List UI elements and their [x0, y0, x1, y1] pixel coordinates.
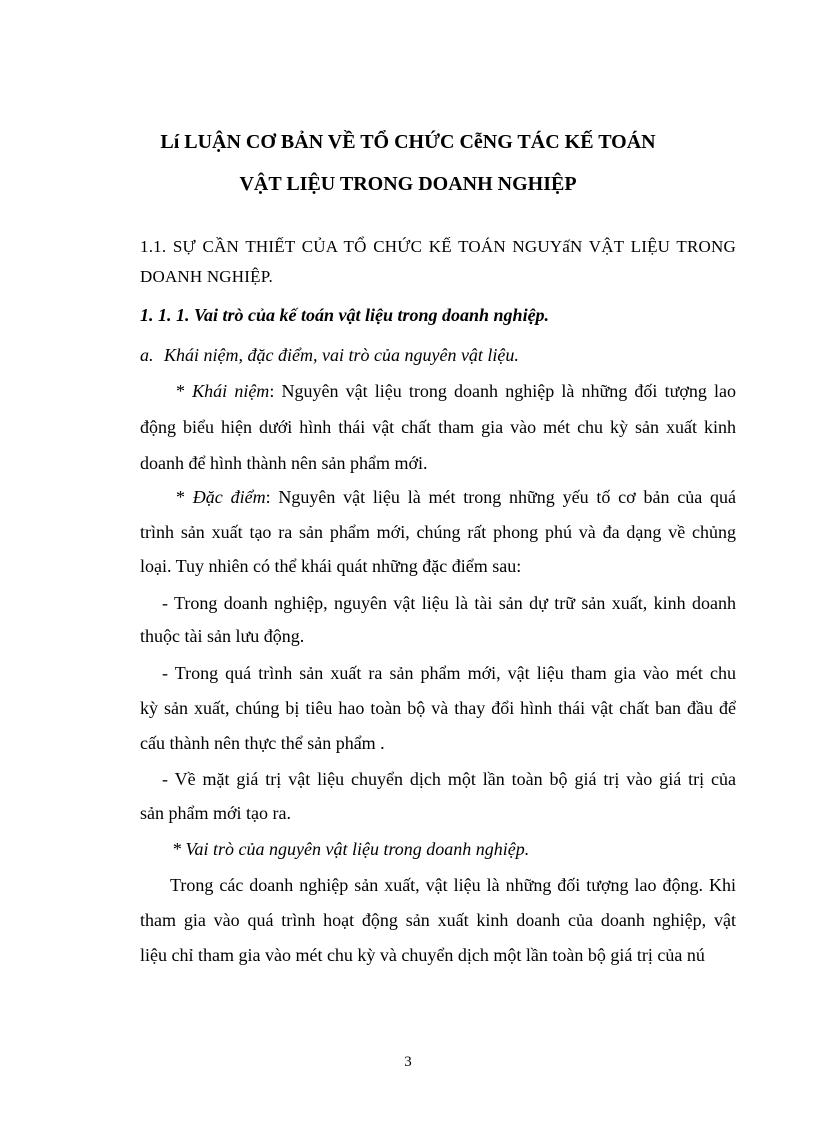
- bullet-3-line-2: sản phẩm mới tạo ra.: [140, 803, 291, 823]
- khai-niem-line-3: doanh để hình thành nên sản phẩm mới.: [140, 453, 428, 473]
- vai-tro-heading: * Vai trò của nguyên vật liệu trong doanh nghiệp.: [172, 839, 530, 859]
- bullet-1-line-2: thuộc tài sản lưu động.: [140, 626, 305, 646]
- dac-diem-line-3: loại. Tuy nhiên có thể khái quát những đặc điểm sau:: [140, 556, 522, 576]
- bullet-2-line-3: cấu thành nên thực thể sản phẩm .: [140, 733, 385, 753]
- subsection-heading: 1. 1. 1. Vai trò của kế toán vật liệu trong doanh nghiệp.: [140, 305, 550, 325]
- khai-niem-line-1: * Khái niệm: Nguyên vật liệu trong doanh nghiệp là những đối tượng lao: [176, 381, 736, 401]
- bullet-3-line-1: - Về mặt giá trị vật liệu chuyển dịch một lần toàn bộ giá trị vào giá trị của: [162, 769, 736, 789]
- item-a-marker: a.: [140, 345, 154, 365]
- title-line-2: VẬT LIỆU TRONG DOANH NGHIỆP: [239, 173, 577, 195]
- section-heading-line-1: 1.1. SỰ CẦN THIẾT CỦA TỔ CHỨC KẾ TOÁN NGUYấN VẬT LIỆU TRONG: [140, 237, 736, 256]
- final-paragraph-line-2: tham gia vào quá trình hoạt động sản xuất kinh doanh của doanh nghiệp, vật: [140, 910, 736, 930]
- bullet-2-line-2: kỳ sản xuất, chúng bị tiêu hao toàn bộ và thay đổi hình thái vật chất ban đầu để: [140, 698, 736, 718]
- page-number: 3: [404, 1054, 412, 1070]
- section-heading-line-2: DOANH NGHIỆP.: [140, 267, 273, 286]
- dac-diem-text: : Nguyên vật liệu là mét trong những yếu tố cơ bản của quá: [265, 487, 737, 507]
- item-a: [140, 344, 519, 366]
- item-a-text: Khái niệm, đặc điểm, vai trò của nguyên vật liệu.: [164, 345, 519, 365]
- dac-diem-line-2: trình sản xuất tạo ra sản phẩm mới, chúng rất phong phú và đa dạng về chủng: [140, 522, 736, 542]
- final-paragraph-line-3: liệu chỉ tham gia vào mét chu kỳ và chuyển dịch một lần toàn bộ giá trị của nú: [140, 945, 705, 965]
- vai-tro-heading-text: Vai trò của nguyên vật liệu trong doanh nghiệp.: [185, 839, 530, 859]
- khai-niem-text: : Nguyên vật liệu trong doanh nghiệp là những đối tượng lao: [269, 381, 736, 401]
- khai-niem-label: Khái niệm: [192, 381, 270, 401]
- bullet-1-line-1: - Trong doanh nghiệp, nguyên vật liệu là tài sản dự trữ sản xuất, kinh doanh: [162, 593, 736, 613]
- title-line-1: Lí LUẬN CƠ BẢN VỀ TỔ CHỨC CễNG TÁC KẾ TOÁN: [160, 131, 656, 153]
- khai-niem-line-2: động biểu hiện dưới hình thái vật chất tham gia vào mét chu kỳ sản xuất kinh: [140, 417, 736, 437]
- dac-diem-label: Đặc điểm: [192, 487, 266, 507]
- dac-diem-line-1: * Đặc điểm: Nguyên vật liệu là mét trong những yếu tố cơ bản của quá: [176, 487, 737, 507]
- final-paragraph-line-1: Trong các doanh nghiệp sản xuất, vật liệu là những đối tượng lao động. Khi: [170, 875, 736, 895]
- bullet-2-line-1: - Trong quá trình sản xuất ra sản phẩm mới, vật liệu tham gia vào mét chu: [162, 663, 736, 683]
